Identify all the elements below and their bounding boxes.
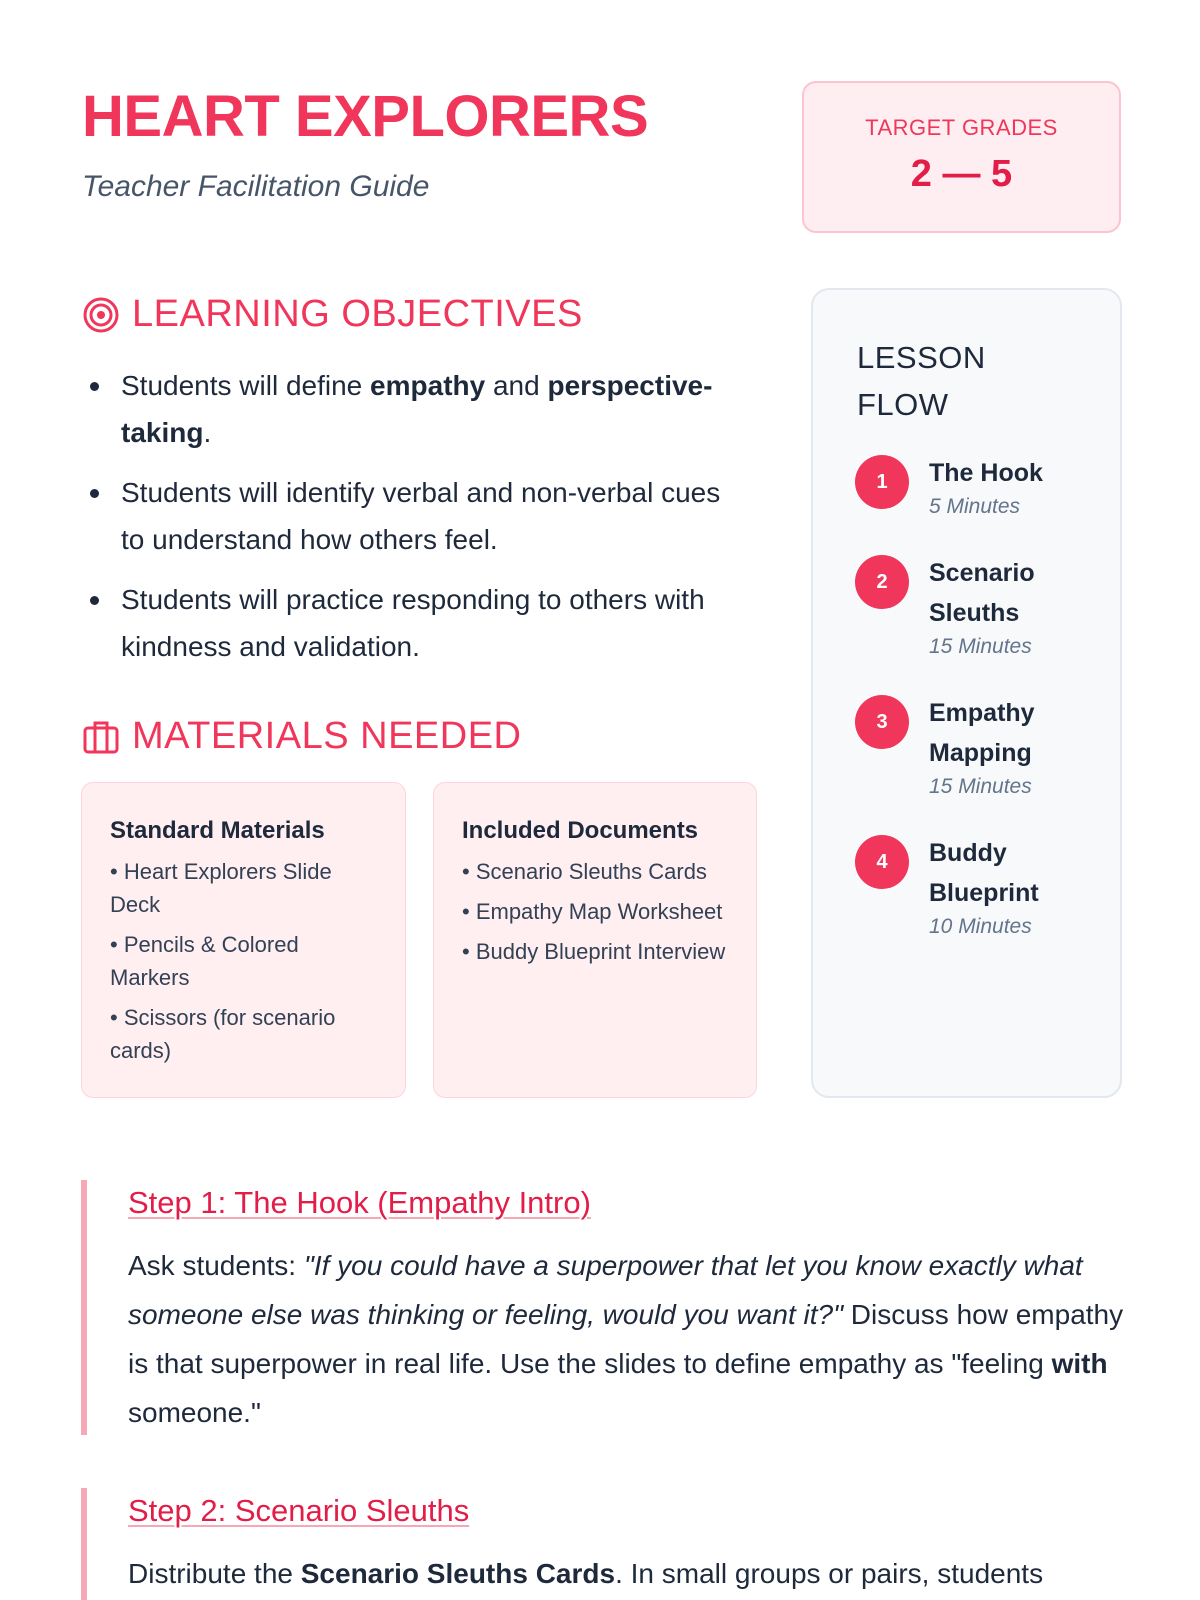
objectives-heading xyxy=(82,293,583,336)
card-title: Standard Materials xyxy=(110,817,325,844)
document-header xyxy=(82,84,649,204)
lesson-flow-title: LESSON FLOW xyxy=(857,340,986,422)
objectives-list xyxy=(90,362,740,683)
lesson-flow-panel xyxy=(811,288,1122,1098)
list-item: • Empathy Map Worksheet xyxy=(462,899,723,924)
objectives-heading-label: LEARNING OBJECTIVES xyxy=(132,293,583,335)
step-2-section xyxy=(81,1488,1121,1600)
lesson-flow-step xyxy=(855,693,1069,801)
lesson-flow-step xyxy=(855,833,1069,941)
list-item: • Scenario Sleuths Cards xyxy=(462,859,707,884)
list-item: • Heart Explorers Slide Deck xyxy=(110,859,332,917)
page-title: HEART EXPLORERS xyxy=(82,84,649,149)
step-name: Buddy Blueprint xyxy=(929,839,1039,907)
lesson-flow-step xyxy=(855,453,1069,521)
standard-materials-card xyxy=(81,782,406,1098)
step-1-section xyxy=(81,1180,1124,1435)
step-name: The Hook xyxy=(929,459,1043,487)
target-grades-label: TARGET GRADES xyxy=(865,115,1058,140)
step-number-badge: 3 xyxy=(855,695,909,749)
step-number-badge: 4 xyxy=(855,835,909,889)
target-grades-value: 2 — 5 xyxy=(910,153,1013,195)
included-documents-card xyxy=(433,782,757,1098)
step-duration: 15 Minutes xyxy=(929,775,1032,798)
step-duration: 10 Minutes xyxy=(929,915,1032,938)
target-grades-badge xyxy=(802,81,1121,233)
lesson-flow-step xyxy=(855,553,1069,661)
step-duration: 5 Minutes xyxy=(929,495,1021,518)
list-item: • Scissors (for scenario cards) xyxy=(110,1005,336,1063)
list-item: • Buddy Blueprint Interview xyxy=(462,939,726,964)
list-item: • Pencils & Colored Markers xyxy=(110,932,299,990)
step-name: Empathy Mapping xyxy=(929,699,1035,767)
step-1-body: Ask students: "If you could have a superpower that let you know exactly what someone else was thinking or feeling, would you want it?" Discuss how empathy is that superpower in real life. Use the slides to define empathy as "feeling with someone." xyxy=(128,1250,1124,1428)
step-1-title: Step 1: The Hook (Empathy Intro) xyxy=(128,1185,591,1220)
list-item: Students will practice responding to others with kindness and validation. xyxy=(90,576,740,670)
materials-heading-label: MATERIALS NEEDED xyxy=(132,715,522,757)
list-item: Students will identify verbal and non-verbal cues to understand how others feel. xyxy=(90,469,740,563)
target-icon xyxy=(82,296,120,334)
page-subtitle: Teacher Facilitation Guide xyxy=(82,170,430,203)
step-name: Scenario Sleuths xyxy=(929,559,1035,627)
materials-heading xyxy=(82,715,521,758)
card-title: Included Documents xyxy=(462,817,699,844)
step-2-title: Step 2: Scenario Sleuths xyxy=(128,1493,470,1528)
list-item: Students will define empathy and perspective-taking. xyxy=(90,362,740,456)
step-duration: 15 Minutes xyxy=(929,635,1032,658)
step-number-badge: 2 xyxy=(855,555,909,609)
step-number-badge: 1 xyxy=(855,455,909,509)
step-2-body: Distribute the Scenario Sleuths Cards. In small groups or pairs, students xyxy=(128,1558,1044,1589)
briefcase-icon xyxy=(82,718,120,756)
